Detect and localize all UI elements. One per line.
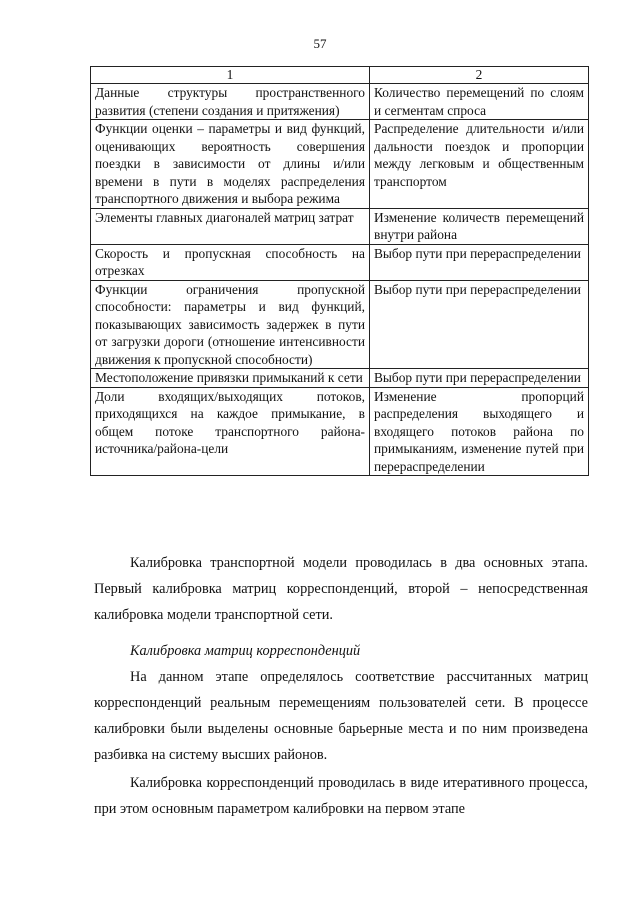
table-row [91,244,589,280]
table-row [91,387,589,476]
table-cell: Элементы главных диагоналей матриц затрат [91,208,370,244]
table-cell: Местоположение привязки примыканий к сети [91,369,370,388]
page-number: 57 [313,36,327,51]
table-cell: Скорость и пропускная способность на отрезках [91,244,370,280]
paragraph-iterative-process: Калибровка корреспонденций проводилась в виде итеративного процесса, при этом основным параметром калибровки на первом этапе [94,775,588,817]
table-header-cell: 1 [91,67,370,84]
table-row [91,84,589,120]
parameters-table [90,66,589,476]
table-row [91,369,589,388]
table-cell: Изменение пропорций распределения выходящего и входящего потоков района по примыканиям, изменение путей при перераспределении [370,387,589,476]
table-row [91,208,589,244]
table-cell: Распределение длительности и/или дальности поездок и пропорции между легковым и общественным транспортом [370,120,589,209]
table-cell: Функции ограничения пропускной способности: параметры и вид функций, показывающих зависимость задержек в пути от загрузки дороги (отношение интенсивности движения к пропускной способности) [91,280,370,369]
table-cell: Выбор пути при перераспределении [370,369,589,388]
table-row [91,280,589,369]
table-cell: Изменение количеств перемещений внутри района [370,208,589,244]
table-cell: Выбор пути при перераспределении [370,280,589,369]
table-header-row [91,67,589,84]
paragraph-matrix-calibration: На данном этапе определялось соответствие рассчитанных матриц корреспонденций реальным перемещениям пользователей сети. В процессе калибровки были выделены основные барьерные места и по ним произведена разбивка на систему высших районов. [94,669,588,763]
table-cell: Доли входящих/выходящих потоков, приходящихся на каждое примыкание, в общем потоке транспортного района-источника/района-цели [91,387,370,476]
table-cell: Данные структуры пространственного развития (степени создания и притяжения) [91,84,370,120]
paragraph-calibration-stages: Калибровка транспортной модели проводилась в два основных этапа. Первый калибровка матриц корреспонденций, второй – непосредственная калибровка модели транспортной сети. [94,555,588,623]
section-heading: Калибровка матриц корреспонденций [130,643,361,659]
table-cell: Количество перемещений по слоям и сегментам спроса [370,84,589,120]
table-cell: Выбор пути при перераспределении [370,244,589,280]
table-row [91,120,589,209]
table-cell: Функции оценки – параметры и вид функций, оценивающих вероятность совершения поездки в зависимости от длины и/или времени в пути в моделях распределения транспортного движения и выбора режима [91,120,370,209]
table-header-cell: 2 [370,67,589,84]
